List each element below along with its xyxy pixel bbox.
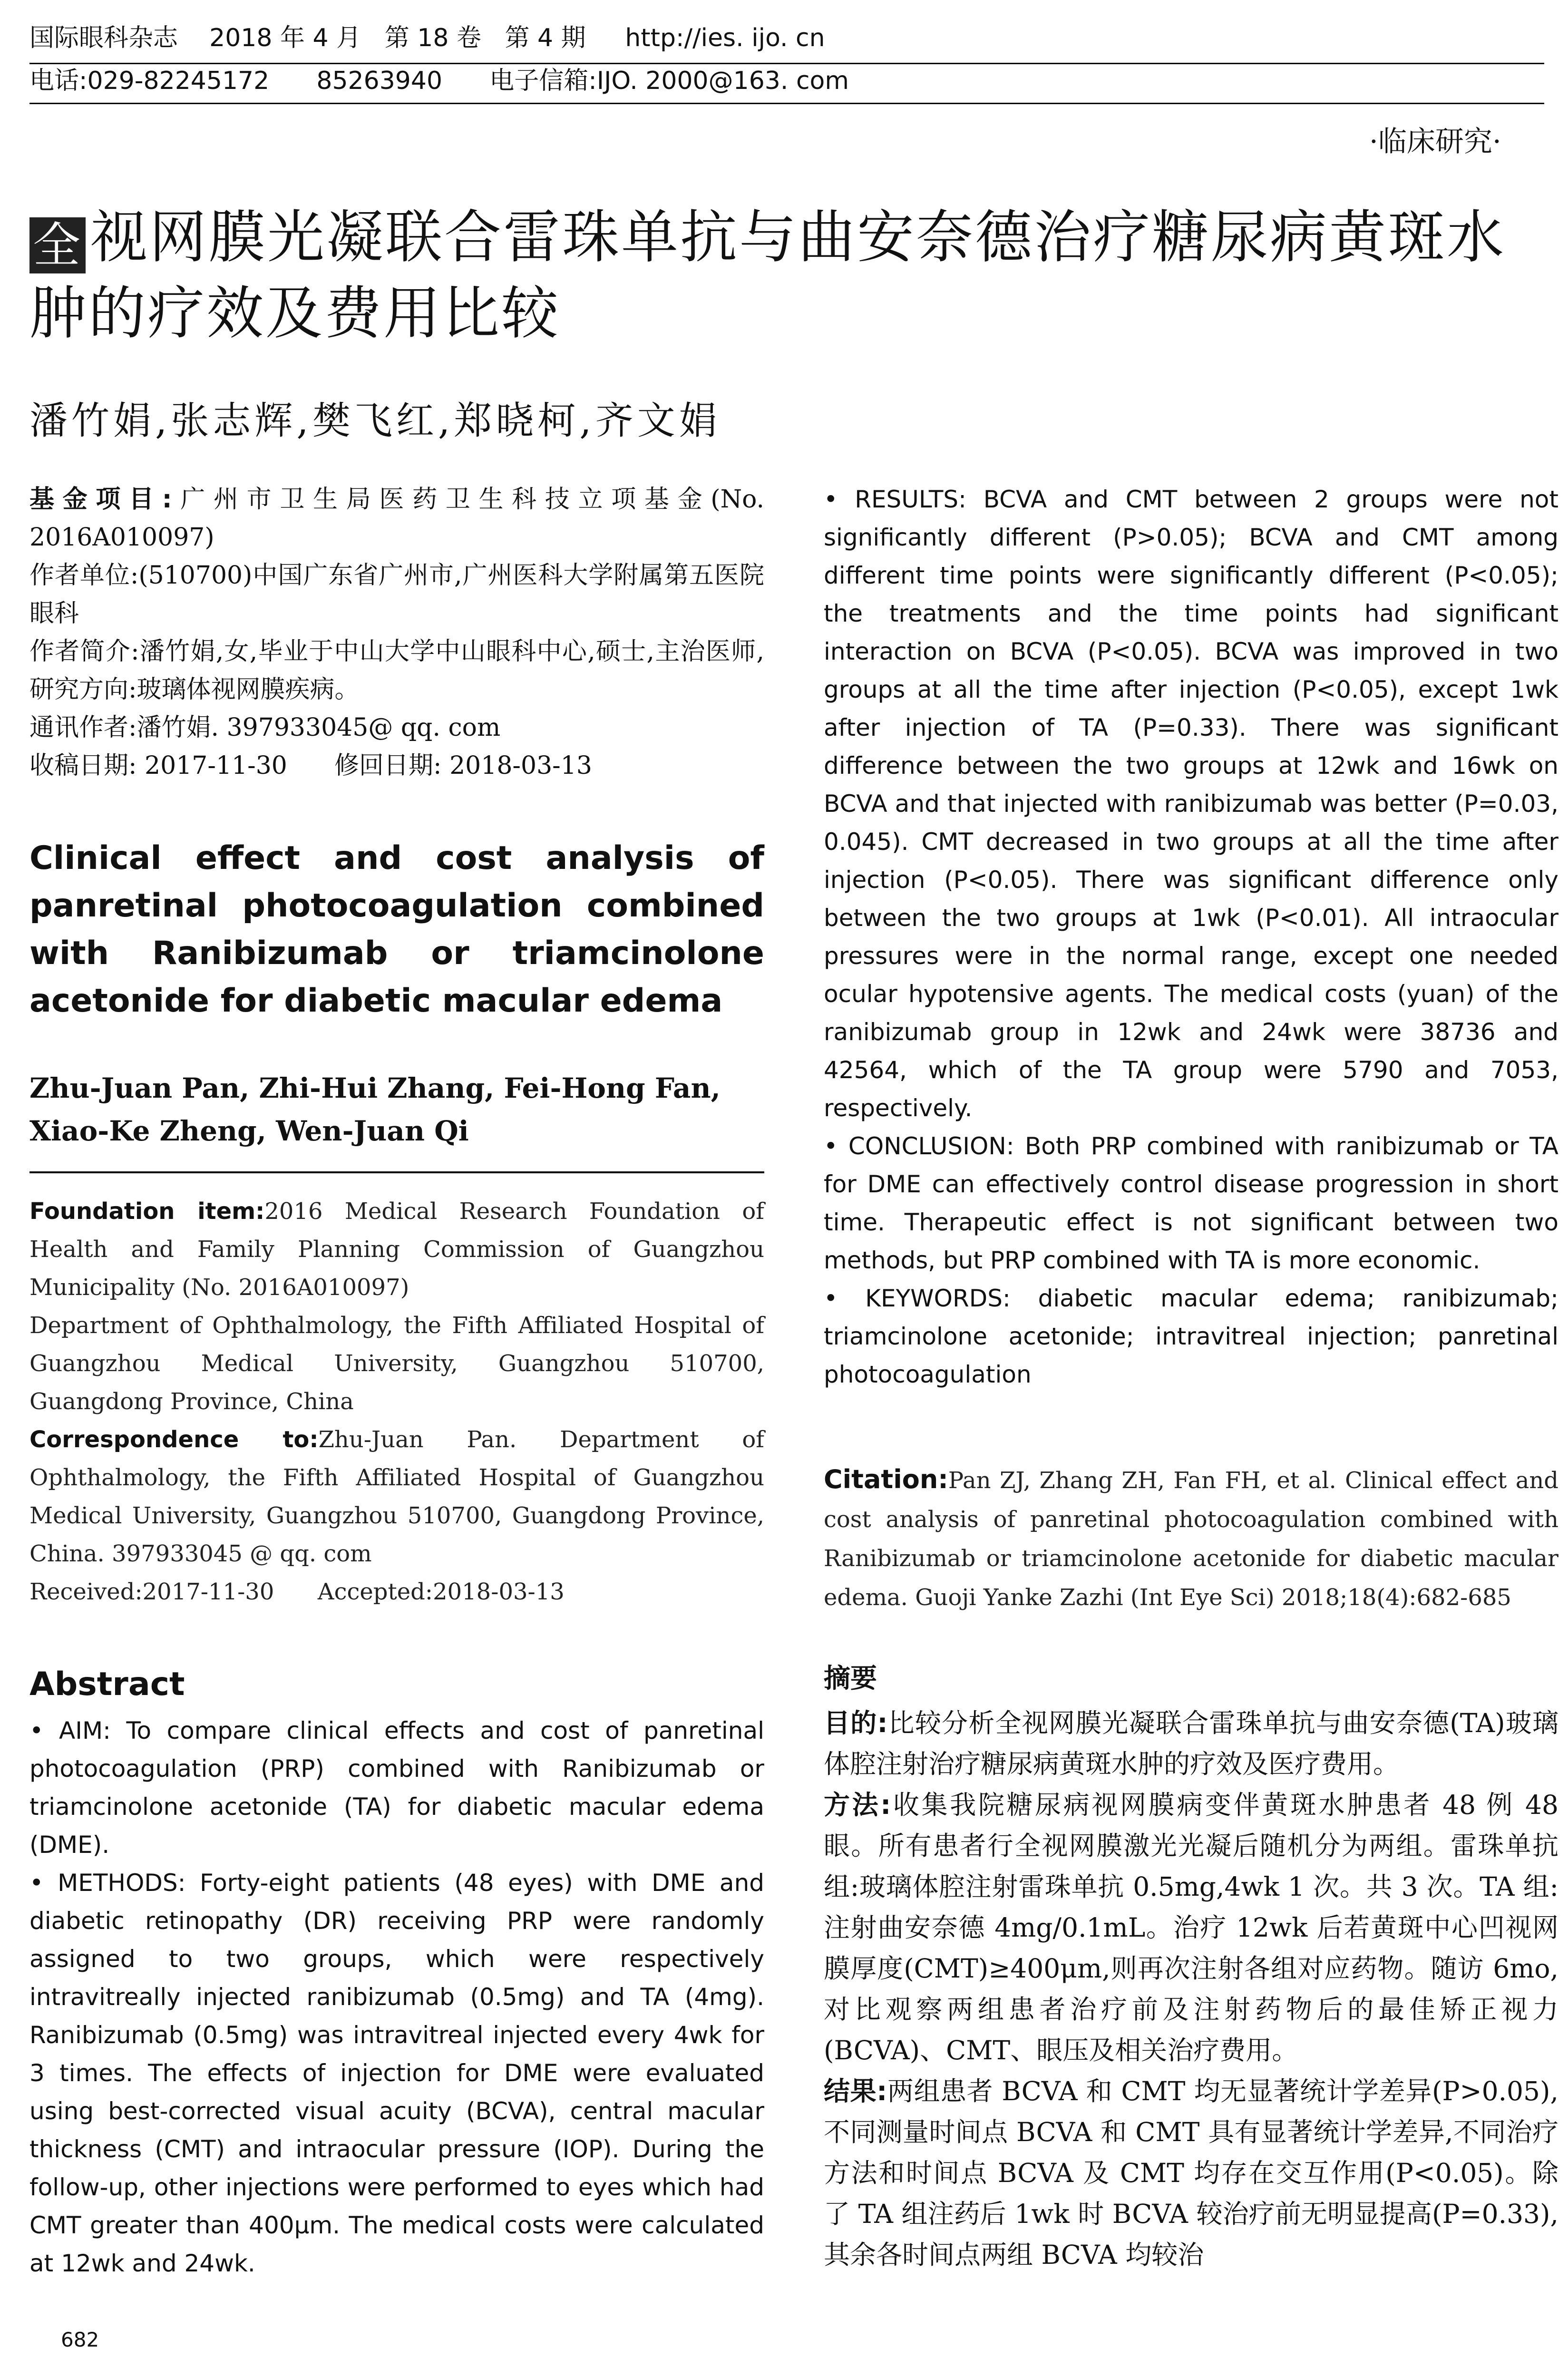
english-authors: Zhu-Juan Pan, Zhi-Hui Zhang, Fei-Hong Fan, Xiao-Ke Zheng, Wen-Juan Qi	[29, 1072, 721, 1147]
abstract-methods: • METHODS: Forty-eight patients (48 eyes) with DME and diabetic retinopathy (DR) receiving PRP were randomly assigned to two groups, which were respectively intravitreally injected ranibizumab (0.5mg) and TA (4mg). Ranibizumab (0.5mg) was intravitreal injected every 4wk for 3 times. The effects of injection for DME were evaluated using best-corrected visual acuity (BCVA), central macular thickness (CMT) and intraocular pressure (IOP). During the follow-up, other injections were performed to eyes which had CMT greater than 400μm. The medical costs were calculated at 12wk and 24wk.	[29, 1869, 764, 2277]
corr-info-cn: 通讯作者:潘竹娟. 397933045@ qq. com	[29, 713, 501, 742]
department: Department of Ophthalmology, the Fifth Affiliated Hospital of Guangzhou Medical University, Guangzhou 510700, Guangdong Province, China	[29, 1312, 764, 1415]
english-title: Clinical effect and cost analysis of panretinal photocoagulation combined with Ranibizumab or triamcinolone acetonide for diabetic macular edema	[29, 839, 764, 1020]
left-column	[29, 480, 764, 2282]
abstract-cn-aim: 目的:比较分析全视网膜光凝联合雷珠单抗与曲安奈德(TA)玻璃体腔注射治疗糖尿病黄斑水肿的疗效及医疗费用。	[824, 1708, 1558, 1779]
bio-info: 作者简介:潘竹娟,女,毕业于中山大学中山眼科中心,硕士,主治医师,研究方向:玻璃体视网膜疾病。	[29, 637, 764, 704]
citation: Citation:Pan ZJ, Zhang ZH, Fan FH, et al. Clinical effect and cost analysis of panretinal photocoagulation combined with Ranibizumab or triamcinolone acetonide for diabetic macular edema. Guoji Yanke Zazhi (Int Eye Sci) 2018;18(4):682-685	[824, 1464, 1558, 1611]
abstract-conclusion: • CONCLUSION: Both PRP combined with ranibizumab or TA for DME can effectively control disease progression in short time. Therapeutic effect is not significant between two methods, but PRP combined with TA is more economic.	[824, 1132, 1558, 1274]
received-en: Received:2017-11-30 Accepted:2018-03-13	[29, 1578, 565, 1605]
abstract-cn-methods: 方法:收集我院糖尿病视网膜病变伴黄斑水肿患者 48 例 48 眼。所有患者行全视网膜激光光凝后随机分为两组。雷珠单抗组:玻璃体腔注射雷珠单抗 0.5mg,4wk 1 次。共 3 次。TA 组:注射曲安奈德 4mg/0.1mL。治疗 12wk 后若黄斑中心凹视网膜厚度(CMT)≥400μm,则再次注射各组对应药物。随访 6mo,对比观察两组患者治疗前及注射药物后的最佳矫正视力(BCVA)、CMT、眼压及相关治疗费用。	[824, 1790, 1559, 2065]
abstract-heading: Abstract	[29, 1666, 185, 1703]
title-badge: 全	[29, 217, 86, 273]
abstract-aim: • AIM: To compare clinical effects and cost of panretinal photocoagulation (PRP) combined with Ranibizumab or triamcinolone acetonide (TA) for diabetic macular edema (DME).	[29, 1717, 764, 1859]
abstract-keywords: • KEYWORDS: diabetic macular edema; ranibizumab; triamcinolone acetonide; intravitreal injection; panretinal photocoagulation	[824, 1285, 1558, 1388]
journal-header-line2: 电话:029-82245172 85263940 电子信箱:IJO. 2000@163. com	[29, 67, 849, 95]
header-divider-2	[29, 103, 1544, 104]
abstract-cn-results: 结果:两组患者 BCVA 和 CMT 均无显著统计学差异(P>0.05),不同测量时间点 BCVA 和 CMT 具有显著统计学差异,不同治疗方法和时间点 BCVA 及 CMT 均存在交互作用(P<0.05)。除了 TA 组注药后 1wk 时 BCVA 较治疗前无明显提高(P=0.33),其余各时间点两组 BCVA 均较治	[824, 2076, 1558, 2270]
right-column	[824, 480, 1558, 2275]
abstract-cn-heading: 摘要	[824, 1663, 877, 1694]
page-number: 682	[61, 2328, 99, 2351]
section-tag: ·临床研究·	[1369, 125, 1501, 158]
abstract-results: • RESULTS: BCVA and CMT between 2 groups were not significantly different (P>0.05); BCVA and CMT among different time points were significantly different (P<0.05); the treatments and the time points had significant interaction on BCVA (P<0.05). BCVA was improved in two groups at all the time after injection (P<0.05), except 1wk after injection of TA (P=0.33). There was significant difference between the two groups at 12wk and 16wk on BCVA and that injected with ranibizumab was better (P=0.03, 0.045). CMT decreased in two groups at all the time after injection (P<0.05). There was significant difference only between the two groups at 1wk (P<0.01). All intraocular pressures were in the normal range, except one needed ocular hypotensive agents. The medical costs (yuan) of the ranibizumab group in 12wk and 24wk were 38736 and 42564, which of the TA group were 5790 and 7053, respectively.	[824, 486, 1558, 1122]
unit-info: 作者单位:(510700)中国广东省广州市,广州医科大学附属第五医院眼科	[29, 561, 764, 628]
authors-divider	[29, 1171, 764, 1173]
fund-info: 基金项目:广州市卫生局医药卫生科技立项基金(No. 2016A010097)	[29, 485, 764, 552]
correspondence: Correspondence to:Zhu-Juan Pan. Department of Ophthalmology, the Fifth Affiliated Hospital of Guangzhou Medical University, Guangzhou 510700, Guangdong Province, China. 397933045 @ qq. com	[29, 1426, 764, 1567]
received-cn: 收稿日期: 2017-11-30 修回日期: 2018-03-13	[29, 751, 592, 780]
article-title	[29, 200, 1542, 352]
journal-header-line1: 国际眼科杂志 2018 年 4 月 第 18 卷 第 4 期 http://ies. ijo. cn	[29, 24, 825, 52]
authors-cn: 潘竹娟,张志辉,樊飞红,郑晓柯,齐文娟	[29, 399, 721, 443]
foundation-item: Foundation item:2016 Medical Research Foundation of Health and Family Planning Commission of Guangzhou Municipality (No. 2016A010097)	[29, 1198, 764, 1301]
title-text: 视网膜光凝联合雷珠单抗与曲安奈德治疗糖尿病黄斑水肿的疗效及费用比较	[29, 205, 1506, 347]
